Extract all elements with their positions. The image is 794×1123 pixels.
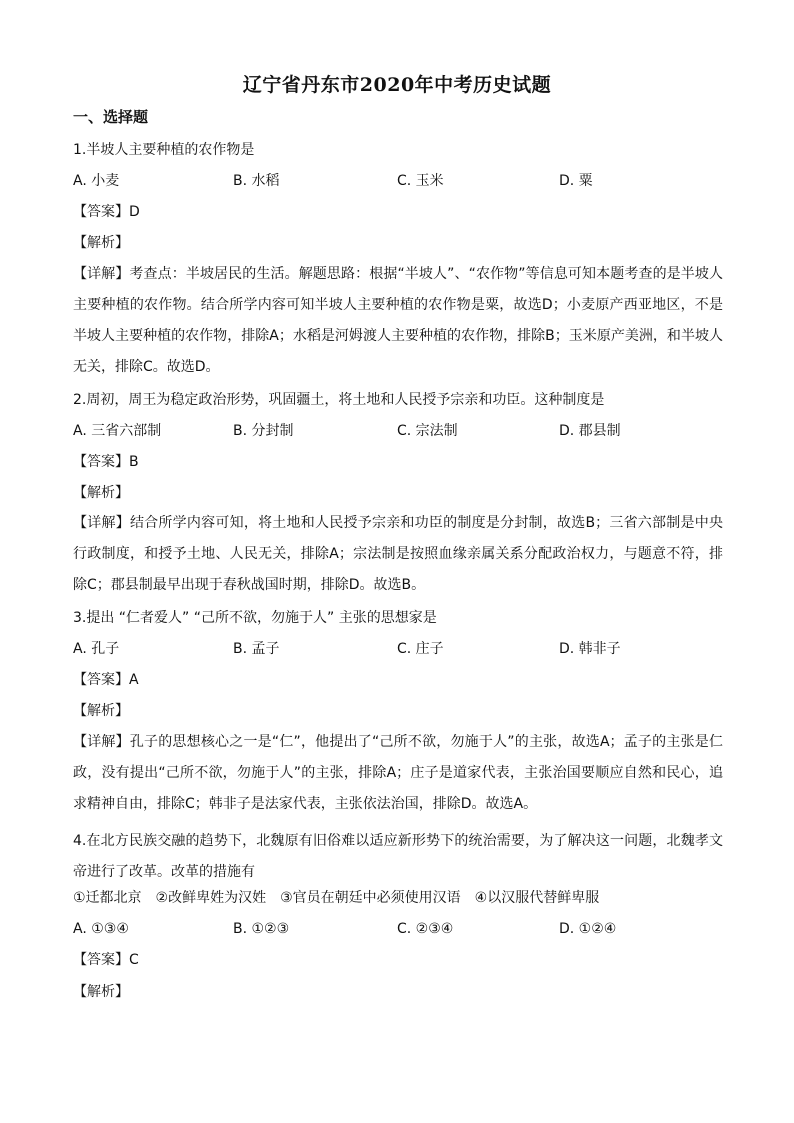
q2-option-b: B. 分封制	[233, 423, 294, 439]
q1-stem: 1.半坡人主要种植的农作物是	[73, 142, 255, 158]
q2-option-a: A. 三省六部制	[73, 423, 162, 439]
q1-option-c: C. 玉米	[397, 173, 444, 189]
q4-option-d: D. ①②④	[559, 921, 617, 937]
q4-answer: 【答案】C	[73, 952, 139, 968]
q1-answer: 【答案】D	[73, 204, 140, 220]
q3-option-a: A. 孔子	[73, 641, 120, 657]
q3-answer: 【答案】A	[73, 672, 139, 688]
q4-stem: 4.在北方民族交融的趋势下，北魏原有旧俗难以适应新形势下的统治需要，为了解决这一问题，北魏孝文帝进行了改革。改革的措施有	[73, 833, 723, 880]
q2-analysis-label: 【解析】	[73, 485, 129, 501]
q2-stem: 2.周初，周王为稳定政治形势，巩固疆土，将土地和人民授予宗亲和功臣。这种制度是	[73, 392, 605, 408]
q3-detail: 【详解】孔子的思想核心之一是“仁”，他提出了“己所不欲，勿施于人”的主张，故选A；孟子的主张是仁政，没有提出“己所不欲，勿施于人”的主张，排除A；庄子是道家代表，主张治国要顺应自然和民心，追求精神自由，排除C；韩非子是法家代表，主张依法治国，排除D。故选A。	[73, 734, 723, 812]
q1-detail: 【详解】考查点：半坡居民的生活。解题思路：根据“半坡人”、“农作物”等信息可知本题考查的是半坡人主要种植的农作物。结合所学内容可知半坡人主要种植的农作物是粟，故选D；小麦原产西亚地区，不是半坡人主要种植的农作物，排除A；水稻是河姆渡人主要种植的农作物，排除B；玉米原产美洲，和半坡人无关，排除C。故选D。	[73, 266, 723, 375]
q3-option-d: D. 韩非子	[559, 641, 621, 657]
q2-option-c: C. 宗法制	[397, 423, 458, 439]
q3-analysis-label: 【解析】	[73, 703, 129, 719]
q4-options	[73, 919, 723, 939]
q3-options	[73, 639, 723, 659]
q4-option-c: C. ②③④	[397, 921, 454, 937]
section-heading: 一、选择题	[73, 108, 149, 126]
q2-option-d: D. 郡县制	[559, 423, 621, 439]
q4-option-a: A. ①③④	[73, 921, 129, 937]
page-title: 辽宁省丹东市2020年中考历史试题	[242, 74, 552, 96]
q3-option-c: C. 庄子	[397, 641, 444, 657]
q3-option-b: B. 孟子	[233, 641, 280, 657]
q1-analysis-label: 【解析】	[73, 235, 129, 251]
q3-stem: 3.提出 “仁者爱人” “己所不欲，勿施于人” 主张的思想家是	[73, 610, 437, 626]
q2-detail: 【详解】结合所学内容可知，将土地和人民授予宗亲和功臣的制度是分封制，故选B；三省六部制是中央行政制度，和授予土地、人民无关，排除A；宗法制是按照血缘亲属关系分配政治权力，与题意不符，排除C；郡县制最早出现于春秋战国时期，排除D。故选B。	[73, 515, 723, 593]
q4-option-b: B. ①②③	[233, 921, 290, 937]
q2-answer: 【答案】B	[73, 454, 139, 470]
q1-option-b: B. 水稻	[233, 173, 280, 189]
q1-option-d: D. 粟	[559, 173, 593, 189]
q1-options	[73, 171, 723, 191]
q4-analysis-label: 【解析】	[73, 984, 129, 1000]
q1-option-a: A. 小麦	[73, 173, 120, 189]
q2-options	[73, 421, 723, 441]
q4-items: ①迁都北京 ②改鲜卑姓为汉姓 ③官员在朝廷中必须使用汉语 ④以汉服代替鲜卑服	[73, 890, 600, 906]
